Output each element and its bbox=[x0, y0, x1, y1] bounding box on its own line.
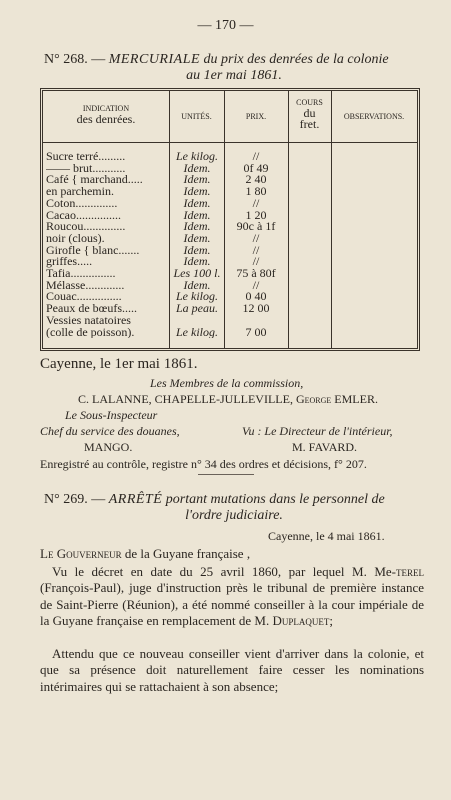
commodity-price: 1 20 bbox=[245, 209, 267, 222]
paragraph-attendu: Attendu que ce nouveau conseiller vient d'arriver dans la colonie, et que sa présence doit naturellement faire cesser les nominations intérimaires qui se rattachaient à son absence; bbox=[40, 646, 424, 694]
commodity-name: Cacao............... bbox=[46, 209, 121, 222]
commodity-price: 2 40 bbox=[245, 174, 267, 187]
commodity-unit: Idem. bbox=[183, 279, 211, 292]
commodity-unit: Le kilog. bbox=[176, 291, 218, 304]
commodity-unit: Idem. bbox=[183, 232, 211, 245]
header-unites: UNITÉS. bbox=[181, 112, 212, 121]
decree-268-head: MERCURIALE bbox=[108, 52, 201, 67]
commodity-price: // bbox=[252, 256, 260, 268]
commodity-unit: Les 100 l. bbox=[173, 268, 221, 280]
header-observations: OBSERVATIONS. bbox=[343, 112, 405, 121]
commodity-price: // bbox=[252, 244, 260, 257]
commodity-name: Mélasse............. bbox=[46, 279, 125, 292]
commodity-unit: La peau. bbox=[176, 303, 218, 315]
commodity-name: Vessies natatoires bbox=[46, 314, 131, 327]
decree-268-title bbox=[44, 52, 424, 84]
decree-268-number: N° 268. — bbox=[44, 52, 106, 67]
commodity-price: 75 à 80f bbox=[236, 268, 276, 280]
separator-rule bbox=[198, 474, 254, 475]
commodity-unit: Idem. bbox=[183, 197, 211, 210]
signature-place-date: Cayenne, le 1er mai 1861. bbox=[40, 356, 198, 372]
commodity-price: 0 40 bbox=[245, 291, 267, 304]
decree-268-title-line2: au 1er mai 1861. bbox=[186, 68, 282, 83]
commodity-price: 90c à 1f bbox=[236, 221, 276, 233]
commodity-name: Coton.............. bbox=[46, 197, 118, 210]
commodity-name: Couac............... bbox=[46, 291, 122, 304]
commodity-price: 7 00 bbox=[245, 326, 267, 339]
commodity-name: Café { marchand..... bbox=[46, 174, 143, 187]
commodity-price: 0f 49 bbox=[243, 162, 269, 175]
paragraph-vu: Vu le décret en date du 25 avril 1860, par lequel M. Me-terel (François-Paul), juge d'instruction près le tribunal de première instance de Saint-Pierre (Réunion), a été nommé conseiller à la cour impériale de la Guyane française en remplacement de M. Duplaquet; bbox=[40, 564, 424, 628]
commodity-name: Roucou.............. bbox=[46, 221, 126, 233]
governor-rest: de la Guyane française , bbox=[121, 546, 251, 561]
commodity-name: —— brut........... bbox=[46, 162, 126, 175]
commodity-name: noir (clous). bbox=[46, 232, 105, 245]
commodity-unit: Le kilog. bbox=[176, 326, 218, 339]
governor-line bbox=[40, 546, 424, 562]
header-cours: COURS du fret. bbox=[296, 98, 323, 131]
signature-members-names: C. LALANNE, CHAPELLE-JULLEVILLE, George EMLER. bbox=[78, 392, 378, 406]
commodity-unit: Idem. bbox=[183, 221, 211, 233]
commodity-unit: Idem. bbox=[183, 256, 211, 268]
commodity-name: Peaux de bœufs..... bbox=[46, 303, 137, 315]
commodity-unit: Idem. bbox=[183, 174, 211, 187]
signature-favard: M. FAVARD. bbox=[292, 440, 358, 454]
decree-269-number: N° 269. — bbox=[44, 492, 106, 507]
signature-members-label: Les Membres de la commission, bbox=[150, 376, 304, 390]
commodity-unit: Idem. bbox=[183, 209, 211, 222]
header-prix: PRIX. bbox=[245, 112, 267, 121]
commodity-unit: Idem. bbox=[183, 162, 211, 175]
commodity-name: Tafia............... bbox=[46, 268, 116, 280]
decree-269-title-line2: l'ordre judiciaire. bbox=[185, 508, 283, 523]
signature-sous-inspecteur: Le Sous-Inspecteur bbox=[65, 408, 158, 422]
commodity-price: // bbox=[252, 279, 260, 292]
commodity-unit: Idem. bbox=[183, 186, 211, 198]
commodity-price: // bbox=[252, 232, 260, 245]
registration-note: Enregistré au contrôle, registre n° 34 des ordres et décisions, f° 207. bbox=[40, 457, 367, 471]
commodity-name: Sucre terré......... bbox=[46, 151, 126, 163]
signature-mango: MANGO. bbox=[84, 440, 133, 454]
commodity-price: // bbox=[252, 197, 260, 210]
decree-269-title bbox=[44, 492, 424, 524]
commodity-price: 12 00 bbox=[242, 303, 270, 315]
commodity-price: 1 80 bbox=[245, 186, 267, 198]
commodity-name: Girofle { blanc....... bbox=[46, 244, 140, 257]
commodity-price: // bbox=[252, 151, 260, 163]
header-indication: INDICATION des denrées. bbox=[76, 104, 136, 126]
signature-vu: Vu : Le Directeur de l'intérieur, bbox=[242, 424, 393, 438]
signature-chef: Chef du service des douanes, bbox=[40, 424, 180, 438]
decree-269-head: ARRÊTÉ bbox=[108, 492, 163, 507]
price-table bbox=[40, 88, 420, 351]
commodity-name: (colle de poisson). bbox=[46, 326, 135, 339]
decree-269-date: Cayenne, le 4 mai 1861. bbox=[268, 529, 385, 543]
governor-title: Le Gouverneur bbox=[40, 546, 122, 561]
commodity-unit: Idem. bbox=[183, 244, 211, 257]
page-number: — 170 — bbox=[197, 18, 254, 33]
decree-268-title-rest: du prix des denrées de la colonie bbox=[203, 52, 389, 67]
commodity-name: en parchemin. bbox=[46, 186, 114, 198]
commodity-name: griffes..... bbox=[46, 256, 93, 268]
decree-269-title-rest: portant mutations dans le personnel de bbox=[165, 492, 385, 507]
commodity-unit: Le kilog. bbox=[176, 151, 218, 163]
